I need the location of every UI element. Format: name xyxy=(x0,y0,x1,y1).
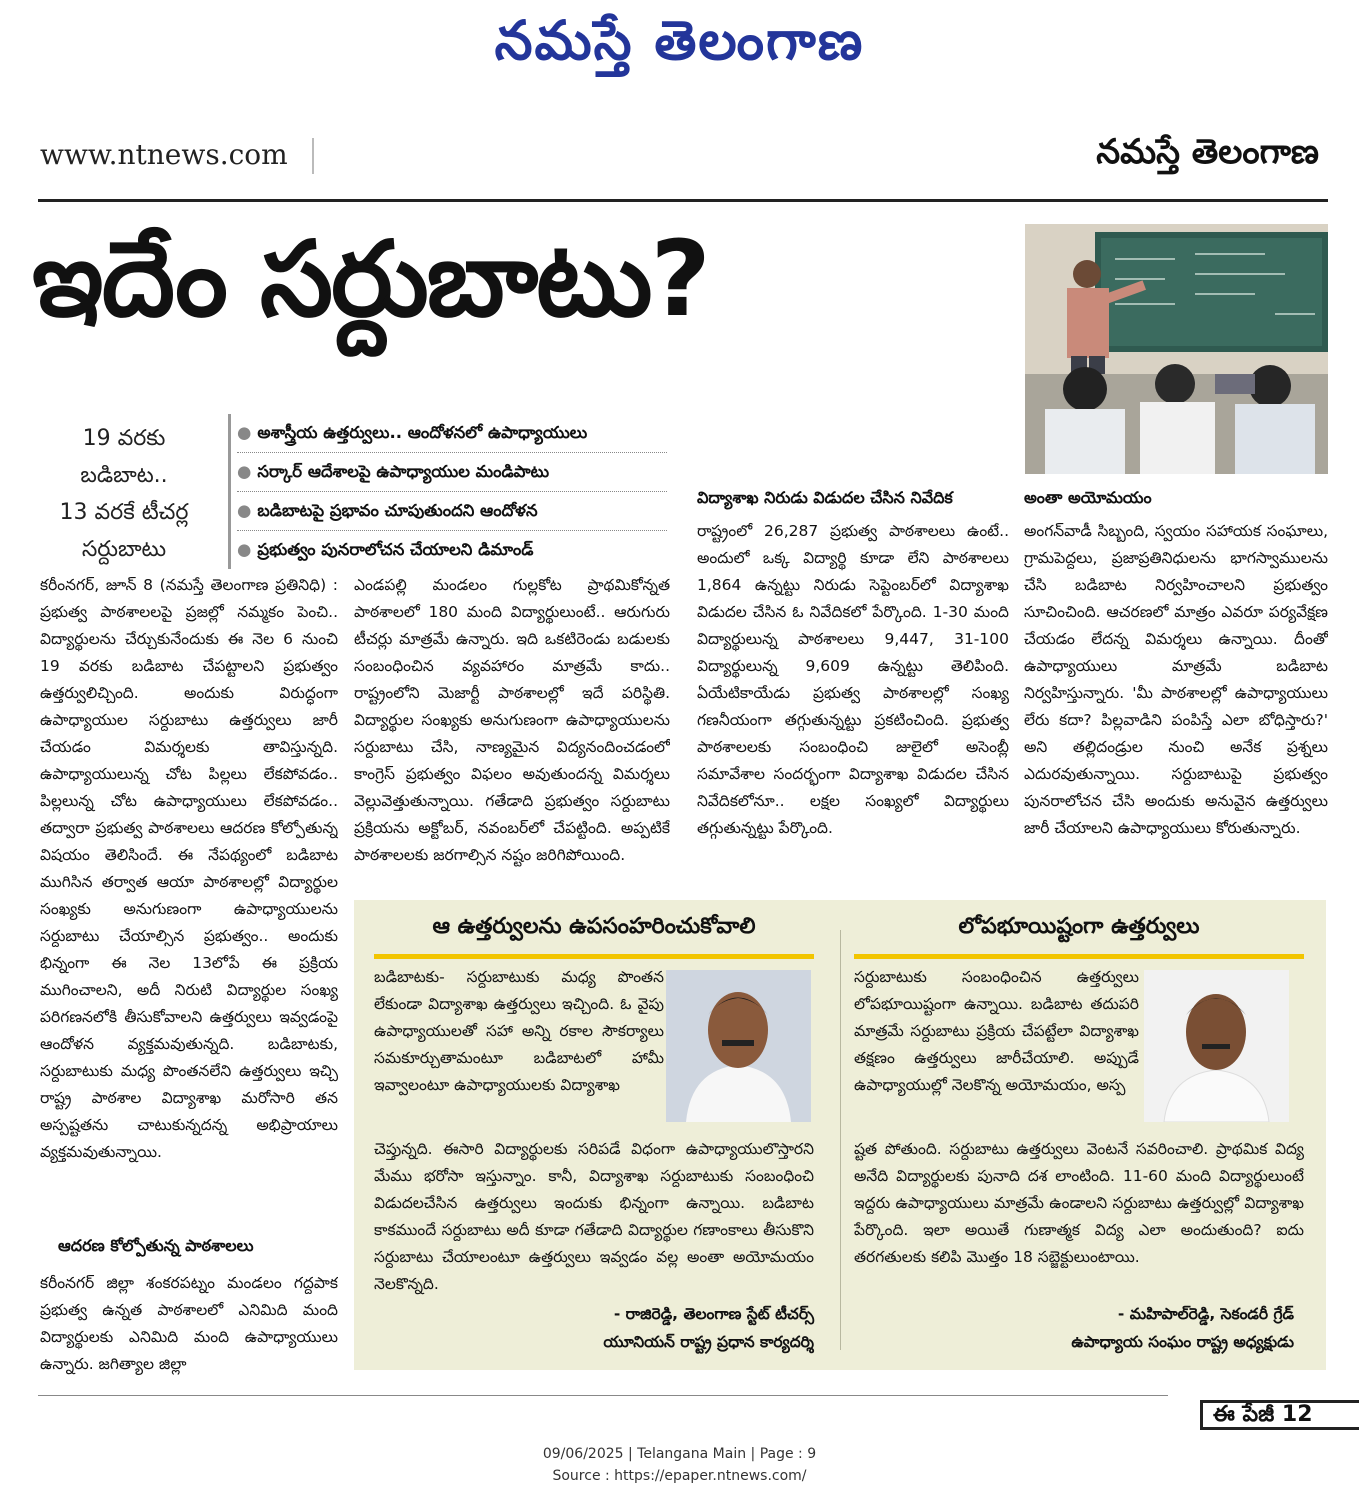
signature-line: యూనియన్ రాష్ట్ర ప్రధాన కార్యదర్శి xyxy=(603,1333,814,1351)
opinion-left-title: ఆ ఉత్తర్వులను ఉపసంహరించుకోవాలి xyxy=(432,914,756,939)
opinion-right-underline xyxy=(854,954,1304,959)
opinion-box xyxy=(354,900,1326,1370)
footer-rule xyxy=(38,1395,1168,1396)
article-column-3: రాష్ట్రంలో 26,287 ప్రభుత్వ పాఠశాలలు ఉంటే.. అందులో ఒక్క విద్యార్థి కూడా లేని పాఠశాలలు 1,864 ఉన్నట్టు నిరుడు సెప్టెంబర్‌లో విద్యాశాఖ విడుదల చేసిన ఓ నివేదికలో పేర్కొంది. 1-30 మంది విద్యార్థులున్న పాఠశాలలు 9,447, 31-100 విద్యార్థులున్న 9,609 ఉన్నట్టు తెలిపింది. ఏయేటికాయేడు ప్రభుత్వ పాఠశాలల్లో సంఖ్య గణనీయంగా తగ్గుతున్నట్టు ప్రకటించింది. ప్రభుత్వ పాఠశాలలకు సంబంధించి జులైలో అసెంబ్లీ సమావేశాల సందర్భంగా విద్యాశాఖ విడుదల చేసిన నివేదికలోనూ.. లక్షల సంఖ్యలో విద్యార్థులు తగ్గుతున్నట్టు పేర్కొంది. xyxy=(697,522,1009,837)
opinion-right-text-cont: ష్టత పోతుంది. సర్దుబాటు ఉత్తర్వులు వెంటనే సవరించాలి. ప్రాథమిక విద్య అనేది విద్యార్థులకు పునాది దశ లాంటింది. 11-60 మంది విద్యార్థులుంటే ఇద్దరు ఉపాధ్యాయులు మాత్రమే ఉండాలని సర్దుబాటు ఉత్తర్వుల్లో విద్యాశాఖ పేర్కొంది. ఇలా అయితే గుణాత్మక విద్య ఎలా అందుతుంది? ఐదు తరగతులకు కలిపి మొత్తం 18 సబ్జెక్టులుంటాయి. xyxy=(854,1140,1304,1266)
bullet-item xyxy=(237,492,667,531)
bullet-dot-icon: ● xyxy=(237,540,252,559)
signature-line: - రాజిరెడ్డి, తెలంగాణ స్టేట్ టీచర్స్ xyxy=(613,1305,814,1323)
footer-source[interactable]: Source : https://epaper.ntnews.com/ xyxy=(552,1468,807,1484)
summary-line: సర్దుబాటు xyxy=(81,537,167,562)
bullet-dot-icon: ● xyxy=(237,501,252,520)
highlight-bullets xyxy=(228,414,667,569)
photo-caption-heading: అంతా అయోమయం xyxy=(1024,488,1152,507)
header-divider xyxy=(312,138,314,174)
summary-line: బడిబాట.. xyxy=(80,463,168,488)
bullet-text: ప్రభుత్వం పునరాలోచన చేయాలని డిమాండ్ xyxy=(257,540,534,559)
opinion-left-signature xyxy=(374,1300,814,1356)
signature-line: ఉపాధ్యాయ సంఘం రాష్ట్ర అధ్యక్షుడు xyxy=(1071,1333,1294,1351)
bullet-text: సర్కార్ ఆదేశాలపై ఉపాధ్యాయుల మండిపాటు xyxy=(257,462,550,481)
footer-edition: 09/06/2025 | Telangana Main | Page : 9 xyxy=(542,1446,817,1462)
headline: ఇదేం సర్దుబాటు? xyxy=(32,218,709,340)
article-column-1b: కరీంనగర్ జిల్లా శంకరపట్నం మండలం గద్దపాక ప్రభుత్వ ఉన్నత పాఠశాలలో ఎనిమిది మంది విద్యార్థులకు ఎనిమిది మంది ఉపాధ్యాయులు ఉన్నారు. జగిత్యాల జిల్లా xyxy=(40,1274,338,1373)
bullet-item xyxy=(237,453,667,492)
brand-name: నమస్తే తెలంగాణ xyxy=(1096,132,1319,172)
opinion-divider xyxy=(840,930,841,1350)
signature-line: - మహిపాల్‌రెడ్డి, సెకండరీ గ్రేడ్ xyxy=(1117,1305,1294,1323)
opinion-right-text: సర్దుబాటుకు సంబంధించిన ఉత్తర్వులు లోపభూయిష్టంగా ఉన్నాయి. బడిబాట తదుపరి మాత్రమే సర్దుబాటు ప్రక్రియ చేపట్టేలా విద్యాశాఖ తక్షణం ఉత్తర్వులు జారీచేయాలి. అప్పుడే ఉపాధ్యాయుల్లో నెలకొన్న అయోమయం, అస్ప xyxy=(854,968,1139,1094)
bullet-item xyxy=(237,414,667,453)
article-column-1: కరీంనగర్, జూన్ 8 (నమస్తే తెలంగాణ ప్రతినిధి) : ప్రభుత్వ పాఠశాలలపై ప్రజల్లో నమ్మకం పెంచి.. విద్యార్థులను చేర్చుకునేందుకు ఈ నెల 6 నుంచి 19 వరకు బడిబాట చేపట్టాలని ప్రభుత్వం ఉత్తర్వులిచ్చింది. అందుకు విరుద్ధంగా ఉపాధ్యాయుల సర్దుబాటు ఉత్తర్వులు జారీ చేయడం విమర్శలకు తావిస్తున్నది. ఉపాధ్యాయులున్న చోట పిల్లలు లేకపోవడం.. పిల్లలున్న చోట ఉపాధ్యాయులు లేకపోవడం.. తద్వారా ప్రభుత్వ పాఠశాలలు ఆదరణ కోల్పోతున్న విషయం తెలిసిందే. ఈ నేపథ్యంలో బడిబాట ముగిసిన తర్వాత ఆయా పాఠశాలల్లో విద్యార్థుల సంఖ్యకు అనుగుణంగా ఉపాధ్యాయులను సర్దుబాటు చేయాల్సిన ప్రభుత్వం.. అందుకు భిన్నంగా ఈ నెల 13లోపే ఈ ప్రక్రియ ముగించాలని, అదీ నిరుటి విద్యార్థుల సంఖ్య పరిగణనలోకి తీసుకోవాలని ఉత్తర్వులు ఇవ్వడంపై ఆందోళన వ్యక్తమవుతున్నది. బడిబాటకు, సర్దుబాటుకు మధ్య పొంతనలేని ఉత్తర్వులు ఇచ్చి రాష్ట్ర పాఠశాల విద్యాశాఖ మరోసారి తన అస్పష్టతను చాటుకున్నదన్న అభిప్రాయాలు వ్యక్తమవుతున్నాయి. xyxy=(40,576,338,1161)
bullet-dot-icon: ● xyxy=(237,423,252,442)
site-url[interactable]: www.ntnews.com xyxy=(40,138,288,171)
article-column-2: ఎండపల్లి మండలం గుల్లకోట ప్రాథమికోన్నత పాఠశాలలో 180 మంది విద్యార్థులుంటే.. ఆరుగురు టీచర్లు మాత్రమే ఉన్నారు. ఇది ఒకటిరెండు బడులకు సంబంధించిన వ్యవహారం మాత్రమే కాదు.. రాష్ట్రంలోని మెజార్టీ పాఠశాలల్లో ఇదే పరిస్థితి. విద్యార్థుల సంఖ్యకు అనుగుణంగా ఉపాధ్యాయులను సర్దుబాటు చేసి, నాణ్యమైన విద్యనందించడంలో కాంగ్రెస్ ప్రభుత్వం విఫలం అవుతుందన్న విమర్శలు వెల్లువెత్తుతున్నాయి. గతేడాది ప్రభుత్వం సర్దుబాటు ప్రక్రియను అక్టోబర్, నవంబర్‌లో చేపట్టింది. అప్పటికే పాఠశాలలకు జరగాల్సిన నష్టం జరిగిపోయింది. xyxy=(354,576,670,864)
column-subheading: విద్యాశాఖ నిరుడు విడుదల చేసిన నివేదిక xyxy=(697,488,953,507)
bullet-dot-icon: ● xyxy=(237,462,252,481)
opinion-right-signature xyxy=(854,1300,1294,1356)
article-column-4: అంగన్‌వాడీ సిబ్బంది, స్వయం సహాయక సంఘాలు, గ్రామపెద్దలు, ప్రజాప్రతినిధులను భాగస్వాములను చేసి బడిబాట నిర్వహించాలని ప్రభుత్వం సూచించింది. ఆచరణలో మాత్రం ఎవరూ పర్యవేక్షణ చేయడం లేదన్న విమర్శలు ఉన్నాయి. దీంతో ఉపాధ్యాయులు మాత్రమే బడిబాట నిర్వహిస్తున్నారు. 'మీ పాఠశాలల్లో ఉపాధ్యాయులు లేరు కదా? పిల్లవాడిని పంపిస్తే ఎలా బోధిస్తారు?' అని తల్లిదండ్రుల నుంచి అనేక ప్రశ్నలు ఎదురవుతున్నాయి. సర్దుబాటుపై ప్రభుత్వం పునరాలోచన చేసి అందుకు అనువైన ఉత్తర్వులు జారీ చేయాలని ఉపాధ్యాయులు కోరుతున్నారు. xyxy=(1024,522,1328,837)
bullet-text: బడిబాటపై ప్రభావం చూపుతుందని ఆందోళన xyxy=(257,501,538,520)
opinion-left-text-cont: చెప్తున్నది. ఈసారి విద్యార్థులకు సరిపడే విధంగా ఉపాధ్యాయులొస్తారని మేము భరోసా ఇస్తున్నాం. కానీ, విద్యాశాఖ సర్దుబాటుకు సంబంధించి విడుదలచేసిన ఉత్తర్వులు ఇందుకు భిన్నంగా ఉన్నాయి. బడిబాట కాకముందే సర్దుబాటు అదీ కూడా గతేడాది విద్యార్థుల గణాంకాలు తీసుకొని సర్దుబాటు చేయాలంటూ ఉత్తర్వులు ఇవ్వడం వల్ల అంతా అయోమయం నెలకొన్నది. xyxy=(374,1140,814,1293)
mahipalreddy-photo xyxy=(1144,970,1289,1122)
side-summary xyxy=(40,420,208,568)
summary-line: 19 వరకు xyxy=(82,426,166,451)
masthead-logo: నమస్తే తెలంగాణ xyxy=(494,8,865,72)
column-subheading: ఆదరణ కోల్పోతున్న పాఠశాలలు xyxy=(58,1236,254,1255)
opinion-right-title: లోపభూయిష్టంగా ఉత్తర్వులు xyxy=(958,914,1200,939)
bullet-text: అశాస్త్రీయ ఉత్తర్వులు.. ఆందోళనలో ఉపాధ్యాయులు xyxy=(257,423,588,442)
summary-line: 13 వరకే టీచర్ల xyxy=(59,500,189,525)
classroom-photo xyxy=(1025,224,1328,474)
opinion-left-underline xyxy=(374,954,814,959)
opinion-left-text: బడిబాటకు- సర్దుబాటుకు మధ్య పొంతన లేకుండా విద్యాశాఖ ఉత్తర్వులు ఇచ్చింది. ఓ వైపు ఉపాధ్యాయులతో సహా అన్ని రకాల సౌకర్యాలు సమకూర్చుతామంటూ బడిబాటలో హామీ ఇవ్వాలంటూ ఉపాధ్యాయులకు విద్యాశాఖ xyxy=(374,968,664,1094)
header-rule xyxy=(38,199,1328,202)
bullet-item xyxy=(237,531,667,569)
next-article-fragment: ఈ పేజీ 12 xyxy=(1200,1400,1359,1430)
rajireddy-photo xyxy=(666,970,811,1122)
